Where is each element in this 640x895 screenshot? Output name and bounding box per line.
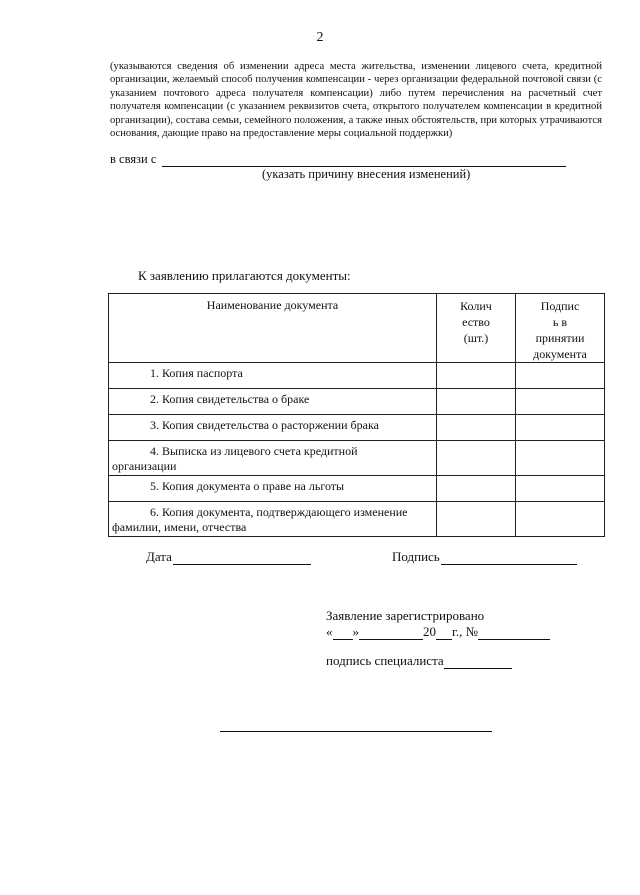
quantity-cell[interactable] <box>437 476 516 502</box>
document-name-cell <box>109 502 437 537</box>
registration-title: Заявление зарегистрировано <box>326 608 485 623</box>
date-input-line[interactable] <box>173 552 311 565</box>
signature-field <box>392 549 577 565</box>
document-name: 6. Копия документа, подтверждающего изменение <box>150 505 408 519</box>
signature-cell[interactable] <box>516 502 605 537</box>
table-row <box>109 502 605 537</box>
year-input-line[interactable] <box>436 627 452 640</box>
specialist-label: подпись специалиста <box>326 653 444 668</box>
table-row <box>109 441 605 476</box>
quantity-cell[interactable] <box>437 389 516 415</box>
header-signature-line: документа <box>533 347 587 361</box>
header-quantity-line: ество <box>462 315 490 329</box>
quantity-cell[interactable] <box>437 502 516 537</box>
open-quote: « <box>326 624 333 639</box>
quantity-cell[interactable] <box>437 441 516 476</box>
day-input-line[interactable] <box>333 627 353 640</box>
table-header-row <box>109 294 605 363</box>
document-name-cell <box>109 389 437 415</box>
signature-cell[interactable] <box>516 476 605 502</box>
document-name-continued: организации <box>112 459 177 473</box>
bottom-divider <box>220 731 492 732</box>
header-quantity-line: Колич <box>460 299 492 313</box>
year-suffix: г., № <box>452 624 479 639</box>
quantity-cell[interactable] <box>437 415 516 441</box>
page-number: 2 <box>316 30 324 45</box>
signature-cell[interactable] <box>516 363 605 389</box>
signature-cell[interactable] <box>516 415 605 441</box>
year-prefix: 20 <box>423 624 436 639</box>
document-name-continued: фамилии, имени, отчества <box>112 520 247 534</box>
specialist-signature-field <box>326 653 512 669</box>
reason-input-line[interactable] <box>162 155 566 167</box>
signature-input-line[interactable] <box>441 552 577 565</box>
registration-number-input-line[interactable] <box>478 627 550 640</box>
document-name: 5. Копия документа о праве на льготы <box>150 479 345 493</box>
table-row <box>109 363 605 389</box>
registration-line <box>326 624 550 640</box>
reason-label: в связи с <box>110 152 157 166</box>
signature-cell[interactable] <box>516 441 605 476</box>
signature-cell[interactable] <box>516 389 605 415</box>
reason-caption: (указать причину внесения изменений) <box>262 167 471 181</box>
documents-table <box>108 293 605 537</box>
header-document-name: Наименование документа <box>109 294 437 363</box>
document-name-cell <box>109 476 437 502</box>
header-signature-line: ь в <box>552 315 568 329</box>
document-name: 1. Копия паспорта <box>150 366 243 380</box>
documents-intro: К заявлению прилагаются документы: <box>138 268 351 283</box>
document-name: 4. Выписка из лицевого счета кредитной <box>150 444 358 458</box>
reason-row <box>110 152 580 167</box>
header-quantity <box>437 294 516 363</box>
document-name-cell <box>109 441 437 476</box>
month-input-line[interactable] <box>359 627 423 640</box>
quantity-cell[interactable] <box>437 363 516 389</box>
header-quantity-line: (шт.) <box>463 331 489 345</box>
close-quote: » <box>352 624 359 639</box>
header-signature <box>516 294 605 363</box>
document-name: 3. Копия свидетельства о расторжении брака <box>150 418 379 432</box>
date-field <box>146 549 311 565</box>
table-row <box>109 389 605 415</box>
signature-label: Подпись <box>392 549 440 564</box>
document-name-cell <box>109 415 437 441</box>
header-signature-line: принятии <box>535 331 585 345</box>
date-label: Дата <box>146 549 172 564</box>
table-row <box>109 415 605 441</box>
document-name-cell <box>109 363 437 389</box>
specialist-signature-input-line[interactable] <box>444 656 512 669</box>
document-name: 2. Копия свидетельства о браке <box>150 392 310 406</box>
instructions-note: (указываются сведения об изменении адреса места жительства, изменении лицевого счета, кредитной организации, желаемый способ получения компенсации - через организации федеральной почтовой связи (с указанием почтового адреса получателя компенсации) либо путем перечисления на расчетный счет получателя компенсации (с указанием реквизитов счета, открытого получателем компенсации в кредитной организации), состава семьи, семейного положения, а также иных обстоятельств, при которых утрачиваются основания, дающие право на предоставление меры социальной поддержки) <box>110 61 602 140</box>
table-row <box>109 476 605 502</box>
header-signature-line: Подпис <box>540 299 580 313</box>
